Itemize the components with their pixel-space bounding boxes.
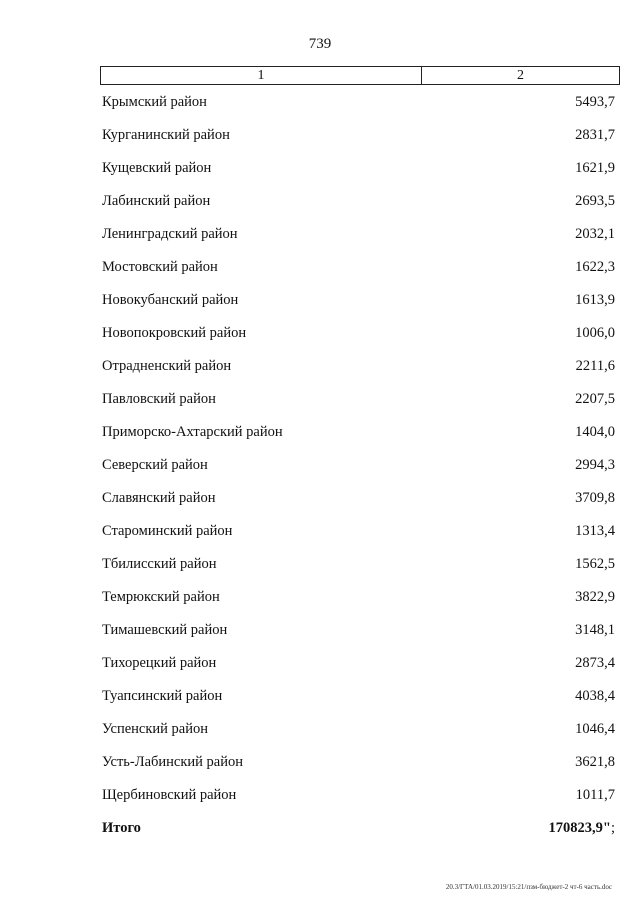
table-row <box>100 218 615 251</box>
table-row <box>100 416 615 449</box>
table-row <box>100 548 615 581</box>
total-value: 170823,9" <box>548 820 611 836</box>
district-name: Крымский район <box>102 94 207 110</box>
table-row <box>100 152 615 185</box>
table-row <box>100 86 615 119</box>
district-name: Тихорецкий район <box>102 655 217 671</box>
district-name: Павловский район <box>102 391 216 407</box>
district-value: 1011,7 <box>575 787 615 803</box>
district-value: 2693,5 <box>575 193 615 209</box>
table-row <box>100 350 615 383</box>
table-row <box>100 647 615 680</box>
district-name: Туапсинский район <box>102 688 223 704</box>
district-value: 1313,4 <box>575 523 615 539</box>
table-row <box>100 284 615 317</box>
district-value: 3621,8 <box>575 754 615 770</box>
table-row <box>100 746 615 779</box>
table-row <box>100 251 615 284</box>
district-value: 1613,9 <box>575 292 615 308</box>
district-name: Тбилисский район <box>102 556 217 572</box>
table-row <box>100 119 615 152</box>
page-number: 739 <box>308 36 332 52</box>
district-name: Щербиновский район <box>102 787 237 803</box>
district-name: Успенский район <box>102 721 208 737</box>
district-value: 2032,1 <box>575 226 615 242</box>
district-value: 1046,4 <box>575 721 615 737</box>
column-header-1: 1 <box>101 67 422 84</box>
table-row <box>100 185 615 218</box>
district-name: Новопокровский район <box>102 325 247 341</box>
table-row <box>100 482 615 515</box>
district-name: Усть-Лабинский район <box>102 754 243 770</box>
district-value: 4038,4 <box>575 688 615 704</box>
district-value: 3822,9 <box>575 589 615 605</box>
district-value: 5493,7 <box>575 94 615 110</box>
district-value: 1006,0 <box>575 325 615 341</box>
district-name: Кущевский район <box>102 160 212 176</box>
district-name: Новокубанский район <box>102 292 239 308</box>
district-value: 1622,3 <box>575 259 615 275</box>
district-value: 3148,1 <box>575 622 615 638</box>
file-footer: 20.3/ГТА/01.03.2019/15:21/пзм-бюджет-2 чт-6 часть.doc <box>445 883 612 891</box>
district-value: 3709,8 <box>575 490 615 506</box>
column-header-2: 2 <box>517 68 524 83</box>
table-row <box>100 449 615 482</box>
table-row <box>100 317 615 350</box>
district-value: 1404,0 <box>575 424 615 440</box>
district-name: Тимашевский район <box>102 622 228 638</box>
district-value: 2207,5 <box>575 391 615 407</box>
district-value: 2211,6 <box>575 358 615 374</box>
district-name: Курганинский район <box>102 127 230 143</box>
total-value-group <box>549 820 615 837</box>
table-header <box>100 66 620 85</box>
district-value: 1562,5 <box>575 556 615 572</box>
table-row <box>100 680 615 713</box>
table-row <box>100 779 615 812</box>
district-value: 2873,4 <box>575 655 615 671</box>
district-name: Лабинский район <box>102 193 211 209</box>
district-name: Северский район <box>102 457 208 473</box>
district-value: 2831,7 <box>575 127 615 143</box>
table-row <box>100 614 615 647</box>
district-name: Приморско-Ахтарский район <box>102 424 283 440</box>
table-row <box>100 713 615 746</box>
district-name: Славянский район <box>102 490 216 506</box>
total-label: Итого <box>102 820 141 836</box>
table-row <box>100 581 615 614</box>
district-name: Отрадненский район <box>102 358 232 374</box>
district-name: Мостовский район <box>102 259 218 275</box>
district-value: 1621,9 <box>575 160 615 176</box>
table-row <box>100 515 615 548</box>
total-row <box>100 812 615 845</box>
district-table <box>100 86 615 845</box>
table-row <box>100 383 615 416</box>
district-name: Староминский район <box>102 523 233 539</box>
district-name: Ленинградский район <box>102 226 238 242</box>
district-value: 2994,3 <box>575 457 615 473</box>
total-suffix: ; <box>610 820 615 836</box>
district-name: Темрюкский район <box>102 589 220 605</box>
